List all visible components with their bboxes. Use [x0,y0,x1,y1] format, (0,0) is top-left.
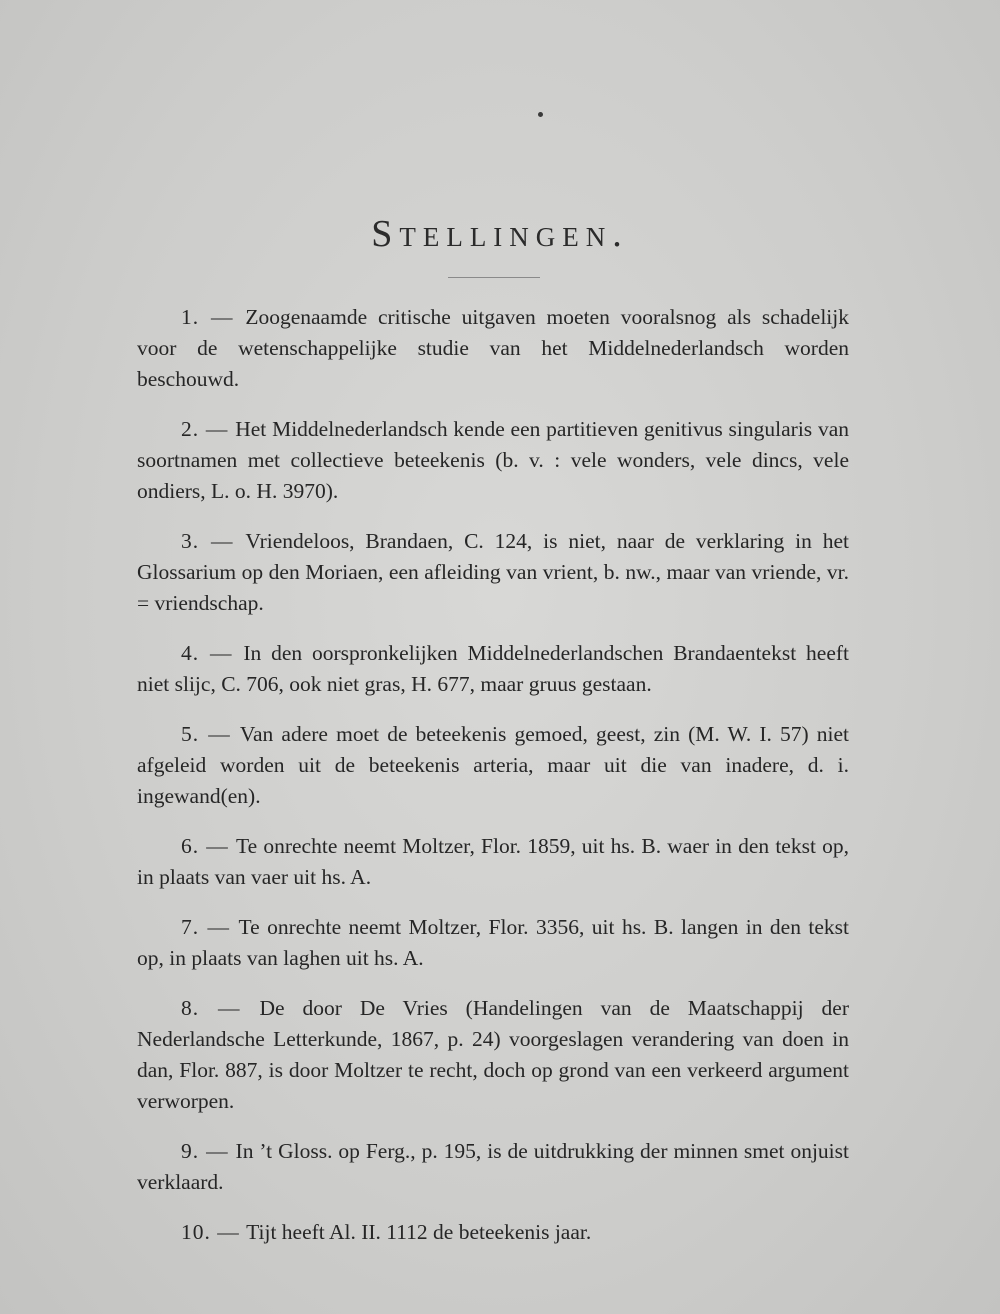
stelling-text: Het Middelnederlandsch kende een partitieven genitivus singularis van soortnamen met collectieve beteekenis (b. v. : vele wonders, vele dincs, vele ondiers, L. o. H. 3970). [137,417,850,503]
stelling-5 [137,719,849,812]
stelling-number: 9. — [181,1139,236,1163]
stelling-text: Vriendeloos, Brandaen, C. 124, is niet, naar de verklaring in het Glossarium op den Moriaen, een afleiding van vrient, b. nw., maar van vriende, vr. = vriendschap. [137,529,850,615]
ink-dot [538,112,543,117]
stelling-number: 8. — [181,996,260,1020]
stelling-2 [137,414,849,507]
stelling-number: 3. — [181,529,246,553]
stelling-text: Te onrechte neemt Moltzer, Flor. 1859, uit hs. B. waer in den tekst op, in plaats van vaer uit hs. A. [137,834,850,889]
stelling-8 [137,993,849,1117]
stelling-number: 1. — [181,305,246,329]
stelling-10 [137,1217,849,1248]
stelling-number: 2. — [181,417,236,441]
stelling-text: Van adere moet de beteekenis gemoed, geest, zin (M. W. I. 57) niet afgeleid worden uit de beteekenis arteria, maar uit die van inadere, d. i. ingewand(en). [137,722,849,808]
stelling-text: Tijt heeft Al. II. 1112 de beteekenis jaar. [246,1220,592,1244]
stellingen-list [137,302,849,1267]
stelling-6 [137,831,849,893]
stelling-3 [137,526,849,619]
stelling-4 [137,638,849,700]
stelling-number: 10. — [181,1220,247,1244]
page-title: Stellingen. [371,213,629,255]
stelling-text: In den oorspronkelijken Middelnederlandschen Brandaentekst heeft niet slijc, C. 706, ook niet gras, H. 677, maar gruus gestaan. [137,641,849,696]
stelling-number: 4. — [181,641,244,665]
stelling-9 [137,1136,849,1198]
title-divider [448,277,540,278]
stelling-text: Te onrechte neemt Moltzer, Flor. 3356, uit hs. B. langen in den tekst op, in plaats van laghen uit hs. A. [137,915,850,970]
stelling-7 [137,912,849,974]
stelling-number: 5. — [181,722,240,746]
stelling-1 [137,302,849,395]
stelling-text: Zoogenaamde critische uitgaven moeten vooralsnog als schadelijk voor de wetenschappelijke studie van het Middelnederlandsch worden beschouwd. [137,305,849,391]
stelling-text: De door De Vries (Handelingen van de Maatschappij der Nederlandsche Letterkunde, 1867, p. 24) voorgeslagen verandering van doen in dan, Flor. 887, is door Moltzer te recht, doch op grond van een verkeerd argument verworpen. [137,996,850,1113]
stelling-number: 7. — [181,915,239,939]
stelling-text: In ’t Gloss. op Ferg., p. 195, is de uitdrukking der minnen smet onjuist verklaard. [137,1139,849,1194]
stelling-number: 6. — [181,834,236,858]
